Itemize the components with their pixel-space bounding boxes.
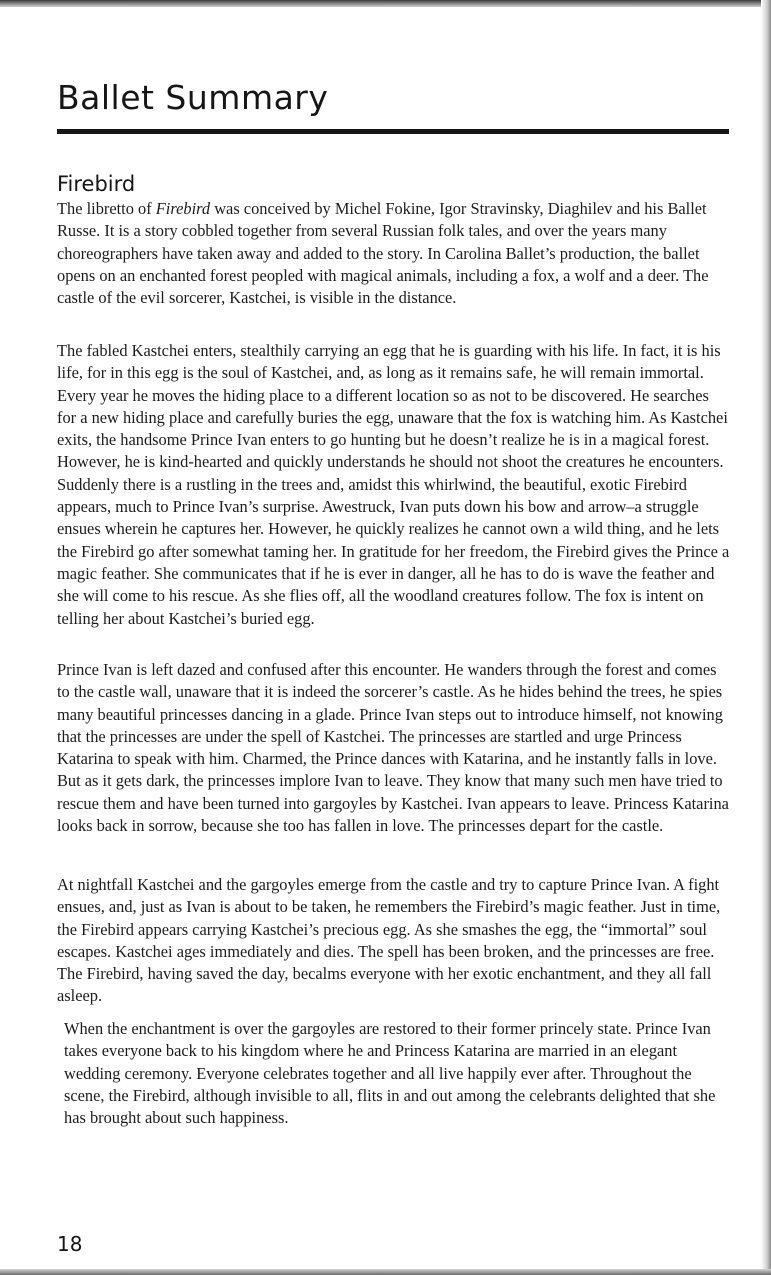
scan-top-edge: [0, 0, 771, 7]
paragraph-3: Prince Ivan is left dazed and confused after this encounter. He wanders through the forest and comes to the castle wall, unaware that it is indeed the sorcerer’s castle. As he hides behind the trees, he spies many beautiful princesses dancing in a glade. Prince Ivan steps out to introduce himself, not knowing that the princesses are under the spell of Kastchei. The princesses are startled and urge Princess Katarina to speak with him. Charmed, the Prince dances with Katarina, and he instantly falls in love. But as it gets dark, the princesses implore Ivan to leave. They know that many such men have tried to rescue them and have been turned into gargoyles by Kastchei. Ivan appears to leave. Princess Katarina looks back in sorrow, because she too has fallen in love. The princesses depart for the castle.: [57, 660, 729, 836]
section-heading: Firebird: [57, 172, 136, 196]
scan-bottom-edge: [0, 1269, 771, 1275]
title-rule: [57, 129, 729, 134]
paragraph-5: When the enchantment is over the gargoyles are restored to their former princely state. Prince Ivan takes everyone back to his kingdom where he and Princess Katarina are married in an elegant wedding ceremony. Everyone celebrates together and all live happily ever after. Throughout the scene, the Firebird, although invisible to all, flits in and out among the celebrants delighted that she has brought about such happiness.: [64, 1019, 716, 1128]
ballet-title-italic: Firebird: [155, 199, 211, 218]
paragraph-1-start: The libretto of: [57, 199, 156, 218]
paragraph-1-rest: was conceived by Michel Fokine, Igor Stravinsky, Diaghilev and his Ballet Russe. It is a story cobbled together from several Russian folk tales, and over the years many choreographers have taken away and added to the story. In Carolina Ballet’s production, the ballet opens on an enchanted forest peopled with magical animals, including a fox, a wolf and a deer. The castle of the evil sorcerer, Kastchei, is visible in the distance.: [57, 199, 709, 308]
page-title: Ballet Summary: [57, 78, 329, 117]
scan-right-edge: [761, 0, 771, 1275]
paragraph-2: The fabled Kastchei enters, stealthily carrying an egg that he is guarding with his life. In fact, it is his life, for in this egg is the soul of Kastchei, and, as long as it remains safe, he will remain immortal. Every year he moves the hiding place to a different location so as not to be discovered. He searches for a new hiding place and carefully buries the egg, unaware that the fox is watching him. As Kastchei exits, the handsome Prince Ivan enters to go hunting but he doesn’t realize he is in a magical forest. However, he is kind-hearted and quickly understands he should not shoot the creatures he encounters. Suddenly there is a rustling in the trees and, amidst this whirlwind, the beautiful, exotic Firebird appears, much to Prince Ivan’s surprise. Awestruck, Ivan puts down his bow and arrow–a struggle ensues wherein he captures her. However, he quickly realizes he cannot own a wild thing, and he lets the Firebird go after somewhat taming her. In gratitude for her freedom, the Firebird gives the Prince a magic feather. She communicates that if he is ever in danger, all he has to do is wave the feather and she will come to his rescue. As she flies off, all the woodland creatures follow. The fox is intent on telling her about Kastchei’s buried egg.: [57, 341, 730, 628]
paragraph-4: At nightfall Kastchei and the gargoyles emerge from the castle and try to capture Prince Ivan. A fight ensues, and, just as Ivan is about to be taken, he remembers the Firebird’s magic feather. Just in time, the Firebird appears carrying Kastchei’s precious egg. As she smashes the egg, the “immortal” soul escapes. Kastchei ages immediately and dies. The spell has been broken, and the princesses are free. The Firebird, having saved the day, becalms everyone with her exotic enchantment, and they all fall asleep.: [57, 875, 721, 1006]
page-number: 18: [57, 1232, 83, 1256]
paragraph-1: [57, 198, 732, 309]
